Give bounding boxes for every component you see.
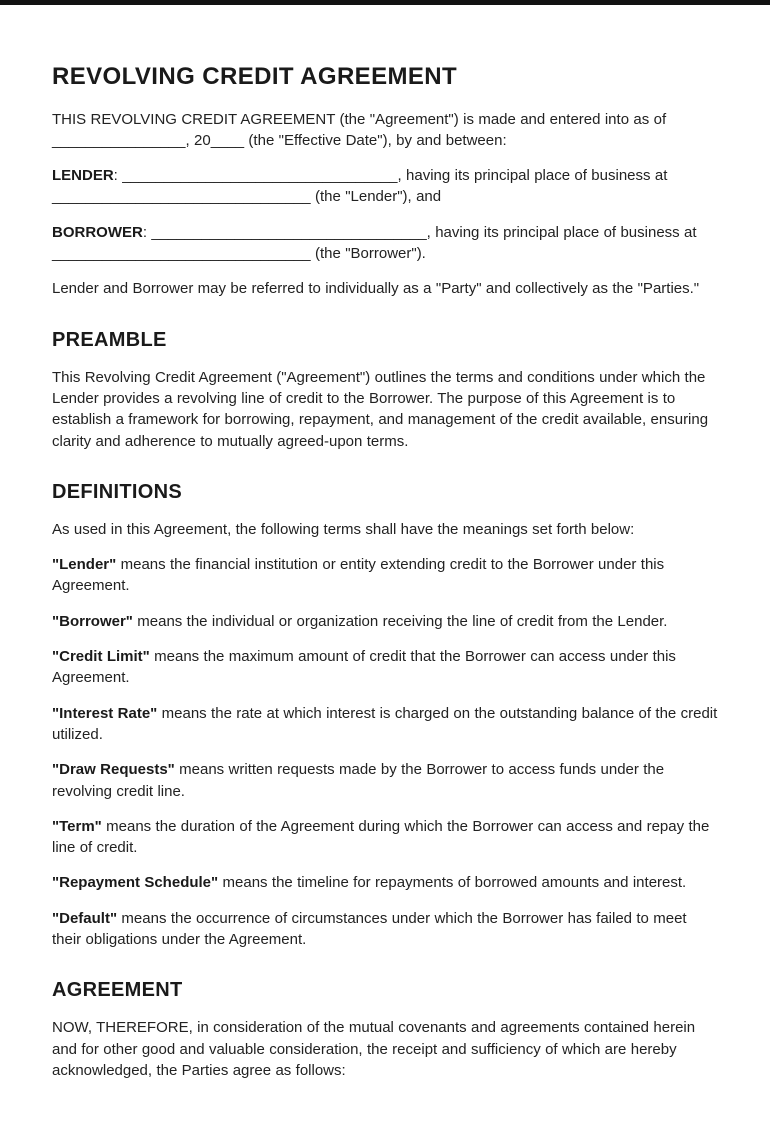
agreement-paragraph: NOW, THEREFORE, in consideration of the mutual covenants and agreements contained herein and for other good and valuable consideration, the receipt and sufficiency of which are hereby acknowledged, the Parties agree as follows: [52, 1019, 696, 1079]
definition-borrower [52, 611, 718, 632]
definition-term: "Term" [52, 817, 102, 835]
definition-term-duration [52, 816, 718, 859]
definition-term: "Default" [52, 909, 118, 927]
lender-clause-text: : _________________________________, having its principal place of business at _______________________________ (the "Lender"), and [52, 167, 668, 206]
document-content [0, 5, 770, 1143]
agreement-heading: AGREEMENT [52, 979, 183, 1002]
definition-interest-rate [52, 703, 718, 746]
lender-label: LENDER [52, 167, 114, 185]
definition-text: means written requests made by the Borrower to access funds under the revolving credit line. [52, 761, 665, 800]
lender-clause [52, 165, 718, 208]
definition-term: "Borrower" [52, 612, 133, 630]
preamble-heading: PREAMBLE [52, 328, 167, 351]
definition-text: means the individual or organization receiving the line of credit from the Lender. [132, 612, 668, 630]
borrower-clause-text: : _________________________________, having its principal place of business at _______________________________ (the "Borrower"). [52, 223, 697, 263]
definition-term: "Repayment Schedule" [52, 874, 219, 892]
intro-paragraph: THIS REVOLVING CREDIT AGREEMENT (the "Agreement") is made and entered into as of ________________, 20____ (the "Effective Date"), by and between: [52, 110, 667, 149]
definition-text: means the duration of the Agreement during which the Borrower can access and repay the line of credit. [52, 817, 710, 857]
definition-text: means the financial institution or entity extending credit to the Borrower under this Agreement. [52, 556, 665, 595]
document-title: REVOLVING CREDIT AGREEMENT [52, 63, 458, 90]
definition-default [52, 908, 718, 951]
definition-text: means the timeline for repayments of borrowed amounts and interest. [218, 874, 687, 892]
parties-note: Lender and Borrower may be referred to individually as a "Party" and collectively as the "Parties." [52, 280, 700, 298]
definition-text: means the maximum amount of credit that the Borrower can access under this Agreement. [52, 648, 676, 687]
borrower-clause [52, 222, 718, 265]
definition-term: "Credit Limit" [52, 648, 150, 666]
definitions-heading: DEFINITIONS [52, 480, 182, 503]
definition-text: means the rate at which interest is charged on the outstanding balance of the credit utilized. [52, 704, 718, 743]
definition-draw-requests [52, 759, 718, 802]
definition-lender [52, 554, 718, 597]
borrower-label: BORROWER [52, 223, 143, 241]
definition-term: "Draw Requests" [52, 761, 175, 779]
definition-term: "Interest Rate" [52, 704, 158, 722]
preamble-paragraph: This Revolving Credit Agreement ("Agreement") outlines the terms and conditions under which the Lender provides a revolving line of credit to the Borrower. The purpose of this Agreement is to establish a framework for borrowing, repayment, and management of the credit available, ensuring clarity and adherence to mutually agreed-upon terms. [52, 368, 709, 450]
definitions-intro: As used in this Agreement, the following terms shall have the meanings set forth below: [52, 520, 635, 538]
definition-term: "Lender" [52, 556, 117, 574]
definition-text: means the occurrence of circumstances under which the Borrower has failed to meet their obligations under the Agreement. [52, 909, 687, 949]
definition-repayment-schedule [52, 872, 718, 893]
definition-credit-limit [52, 646, 718, 689]
